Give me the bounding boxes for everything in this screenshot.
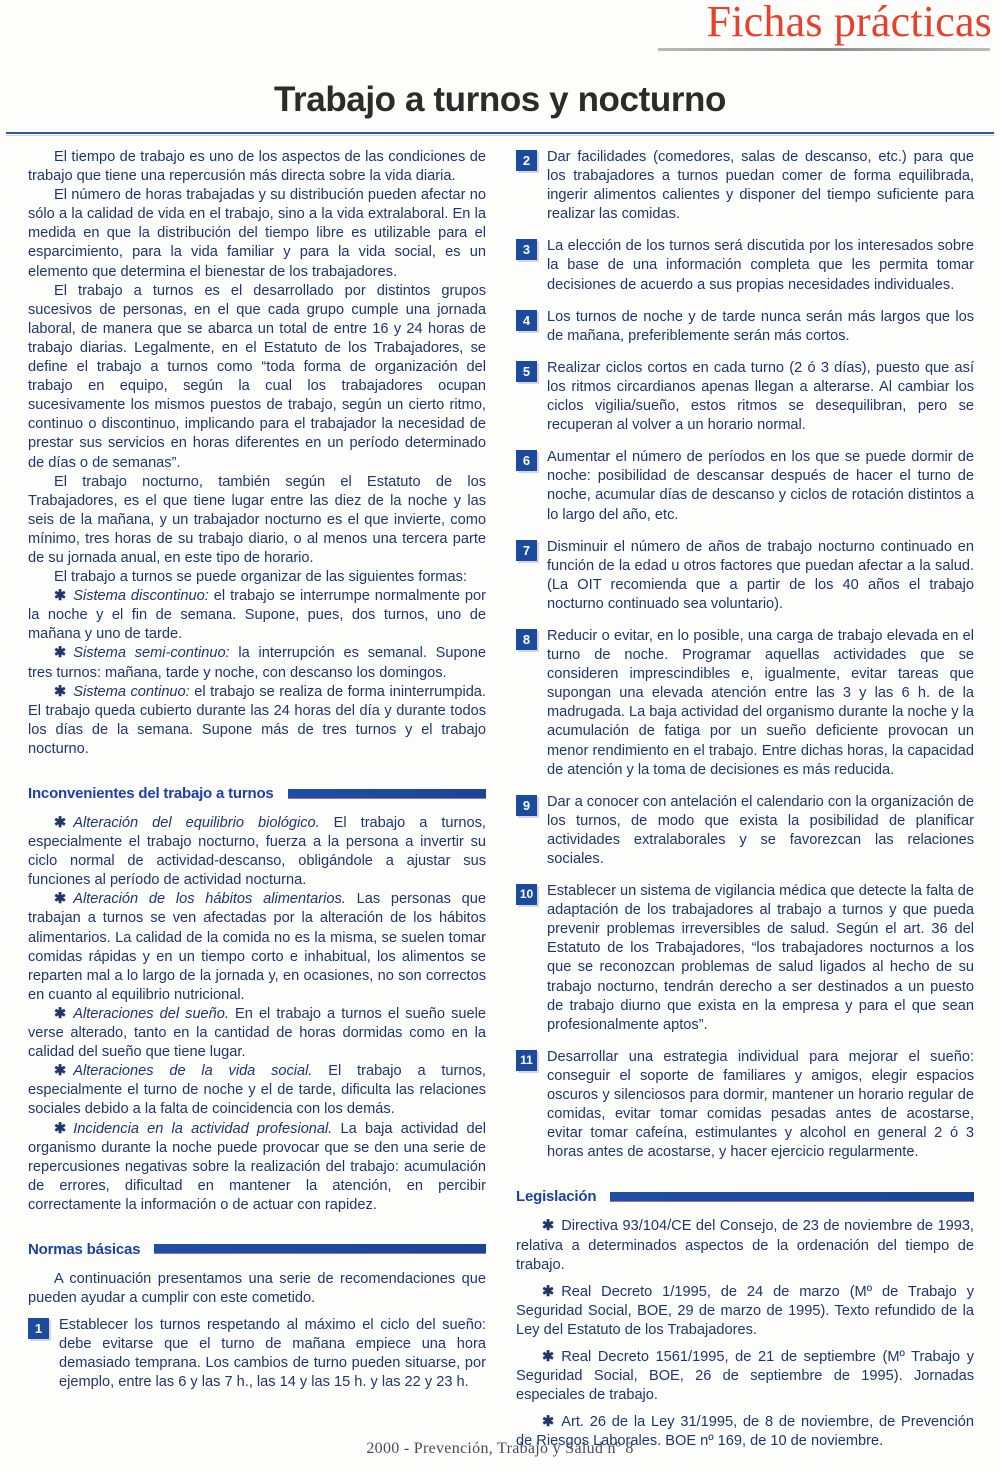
asterisk-icon: ✱	[54, 683, 67, 700]
paragraph: El número de horas trabajadas y su distribución pueden afectar no sólo a la calidad de vida en el trabajo, sino a la vida extralaboral. En la medida en que la distribución del tiempo libre es utilizable para el esparcimiento, para la vida familiar y para la vida social, es un elemento que determina el bienestar de los trabajadores.	[28, 187, 486, 280]
section-heading-bar	[288, 789, 486, 799]
asterisk-icon: ✱	[54, 588, 67, 605]
numbered-item	[28, 1316, 486, 1392]
list-item-text: el trabajo se interrumpe normalmente por la noche y el fin de semana. Supone, pues, dos turnos, uno de mañana y uno de tarde.	[28, 588, 486, 643]
list-item-text: La baja actividad del organismo durante la noche puede provocar que se den una serie de repercusiones negativas sobre la realización del trabajo: acumulación de errores, dificultad en mantener la atención, en percibir correctamente la información o de actuar con rapidez.	[28, 1120, 486, 1213]
page-footer: 2000 - Prevención, Trabajo y Salud nº 8	[366, 1440, 634, 1457]
list-item-term: Alteración de los hábitos alimentarios.	[73, 891, 346, 908]
numbered-item	[516, 448, 974, 524]
title-divider	[6, 132, 994, 134]
numbered-item-text: Desarrollar una estrategia individual para mejorar el sueño: conseguir el soporte de familiares y amigos, elegir espacios oscuros y silenciosos para dormir, mantener un horario regular de comidas, evitar tomar comidas pesadas antes de acostarse, evitar tomar cafeína, estimulantes y alcohol en general 2 ó 3 horas antes de acostarse, y hacer ejercicio regularmente.	[547, 1048, 974, 1161]
item-number-badge: 3	[516, 239, 537, 260]
asterisk-icon: ✱	[542, 1218, 555, 1235]
list-item	[28, 1005, 486, 1062]
list-item-term: Alteraciones de la vida social.	[73, 1063, 313, 1080]
spacer	[28, 1308, 486, 1316]
numbered-item	[516, 308, 974, 346]
item-number-badge: 6	[516, 450, 537, 471]
list-item-text: Real Decreto 1/1995, de 24 de marzo (Mº de Trabajo y Seguridad Social, BOE, 29 de marzo de 1995). Texto refundido de la Ley del Estatuto de los Trabajadores.	[516, 1283, 974, 1338]
section-heading-inconvenientes	[28, 785, 486, 802]
series-title: Fichas prácticas	[706, 0, 992, 46]
section-heading-bar	[610, 1192, 974, 1202]
section-heading-label: Legislación	[516, 1188, 597, 1206]
section-heading-label: Inconvenientes del trabajo a turnos	[28, 785, 274, 802]
list-item-term: Alteración del equilibrio biológico.	[73, 815, 320, 831]
list-item-text: Directiva 93/104/CE del Consejo, de 23 de noviembre de 1993, relativa a determinados aspectos de la ordenación del tiempo de trabajo.	[516, 1218, 974, 1273]
asterisk-icon: ✱	[54, 891, 67, 908]
spacer	[516, 1405, 974, 1413]
list-item	[28, 587, 486, 644]
list-item-term: Sistema semi-continuo:	[73, 645, 230, 662]
paragraph: El trabajo a turnos se puede organizar de las siguientes formas:	[54, 569, 467, 586]
numbered-item-text: Realizar ciclos cortos en cada turno (2 ó 3 días), puesto que así los ritmos circardianos apenas llegan a alterarse. Al cambiar los ciclos vigilia/sueño, estos ritmos se desequilibran, pero se recuperan al volver a un horario normal.	[547, 359, 974, 434]
paragraph: El trabajo nocturno, también según el Estatuto de los Trabajadores, es el que tiene lugar entre las diez de la noche y las seis de la mañana, y un trabajador nocturno es el que invierte, como mínimo, tres horas de su trabajo diario, o al menos una tercera parte de su jornada anual, en este tipo de horario.	[28, 473, 486, 566]
list-item	[516, 1217, 974, 1274]
list-item-term: Alteraciones del sueño.	[73, 1005, 229, 1022]
list-item-text: El trabajo a turnos, especialmente el turno de noche y el de tarde, dificulta las relaciones sociales debido a la falta de coincidencia con los demás.	[28, 1063, 486, 1118]
numbered-item	[516, 538, 974, 614]
list-item	[516, 1348, 974, 1405]
list-item	[516, 1283, 974, 1340]
numbered-item	[516, 882, 974, 1035]
numbered-item	[516, 1048, 974, 1163]
list-item-text: En el trabajo a turnos el sueño suele verse alterado, tanto en la cantidad de horas dormidas como en la calidad del sueño que tiene lugar.	[28, 1005, 486, 1061]
item-number-badge: 1	[28, 1318, 49, 1339]
asterisk-icon: ✱	[542, 1348, 555, 1365]
list-item-text: la interrupción es semanal. Supone tres turnos: mañana, tarde y noche, con descanso los domingos.	[28, 645, 486, 681]
item-number-badge: 5	[516, 361, 537, 382]
numbered-item-text: Disminuir el número de años de trabajo nocturno continuado en función de la edad u otros factores que puedan afectar a la salud. (La OIT recomienda que a partir de los 40 años el trabajo nocturno continuado sea voluntario).	[547, 538, 974, 612]
list-item	[28, 1120, 486, 1215]
item-number-badge: 4	[516, 310, 537, 331]
numbered-item-text: La elección de los turnos será discutida por los interesados sobre la base de una información completa que les permita tomar decisiones de acuerdo a sus propias necesidades individuales.	[547, 238, 974, 293]
spacer	[28, 1262, 486, 1270]
list-item	[28, 814, 486, 890]
numbered-item-text: Dar a conocer con antelación el calendario con la organización de los turnos, de modo que exista la posibilidad de planificar actividades extralaborales y se favorezcan las relaciones sociales.	[547, 793, 974, 867]
list-item-term: Sistema discontinuo:	[73, 588, 209, 605]
item-number-badge: 11	[516, 1050, 537, 1071]
article-columns	[0, 136, 1000, 1451]
list-item-text: El trabajo a turnos, especialmente el trabajo nocturno, fuerza a la persona a invertir su ciclo normal de actividad-descanso, obligándole a ajustar sus funciones al período de actividad nocturna.	[28, 815, 486, 889]
list-item	[28, 644, 486, 682]
numbered-item	[516, 627, 974, 780]
asterisk-icon: ✱	[542, 1414, 555, 1431]
item-number-badge: 7	[516, 540, 537, 561]
numbered-item-text: Establecer los turnos respetando al máximo el ciclo del sueño: debe evitarse que el turno de mañana empiece una hora demasiado temprana. Los cambios de turno pueden situarse, por ejemplo, entre las 6 y las 7 h., las 14 y las 15 h. y las 22 y 23 h.	[59, 1317, 486, 1391]
numbered-item	[516, 359, 974, 435]
left-column	[28, 148, 486, 1451]
asterisk-icon: ✱	[54, 1120, 67, 1137]
spacer	[28, 1215, 486, 1241]
masthead-divider	[658, 48, 990, 51]
page-title: Trabajo a turnos y nocturno	[273, 80, 727, 119]
paragraph: A continuación presentamos una serie de recomendaciones que pueden ayudar a cumplir con este cometido.	[28, 1270, 486, 1307]
asterisk-icon: ✱	[54, 645, 67, 662]
section-heading-label: Normas básicas	[28, 1240, 141, 1258]
item-number-badge: 9	[516, 795, 537, 816]
list-item-text: Las personas que trabajan a turnos se ven afectadas por la alteración de los hábitos alimentarios. La calidad de la comida no es la misma, se suelen tomar comidas rápidas y en un tiempo corto e inhabitual, los alimentos se reparten mal a lo largo de la jornada y, en ocasiones, no son correctos en cuanto al equilibrio nutricional.	[28, 891, 487, 1003]
item-number-badge: 10	[516, 884, 537, 905]
item-number-badge: 8	[516, 629, 537, 650]
list-item-text: el trabajo se realiza de forma ininterrumpida. El trabajo queda cubierto durante las 24 horas del día y durante todos los días de la semana. Supone más de tres turnos y el trabajo nocturno.	[28, 683, 486, 757]
numbered-item	[516, 237, 974, 294]
list-item-term: Incidencia en la actividad profesional.	[73, 1120, 333, 1137]
list-item-text: Art. 26 de la Ley 31/1995, de 8 de noviembre, de Prevención de Riesgos Laborales. BOE nº 169, de 10 de noviembre.	[516, 1414, 974, 1450]
numbered-item-text: Dar facilidades (comedores, salas de descanso, etc.) para que los trabajadores a turnos puedan comer de forma equilibrada, ingerir alimentos calientes y disponer del tiempo suficiente para realizar las comidas.	[547, 149, 974, 223]
spacer	[516, 1162, 974, 1188]
list-item	[28, 683, 486, 759]
list-item-term: Sistema continuo:	[73, 683, 190, 700]
asterisk-icon: ✱	[54, 1063, 67, 1080]
paragraph: El trabajo a turnos es el desarrollado por distintos grupos sucesivos de personas, en el que cada grupo cumple una jornada laboral, de manera que se abarca un total de entre 16 y 24 horas de trabajo diarias. Legalmente, en el Estatuto de los Trabajadores, se define el trabajo a turnos como “toda forma de organización del trabajo en equipo, según la cual los trabajadores ocupan sucesivamente los mismos puestos de trabajo, según un cierto ritmo, continuo o discontinuo, implicando para el trabajador la necesidad de prestar sus servicios en horas diferentes en un período determinado de días o de semanas”.	[28, 282, 486, 471]
spacer	[28, 806, 486, 814]
item-number-badge: 2	[516, 150, 537, 171]
section-heading-bar	[154, 1244, 486, 1254]
section-heading-normas	[28, 1241, 486, 1258]
numbered-item-text: Reducir o evitar, en lo posible, una carga de trabajo elevada en el turno de noche. Programar aquellas actividades que se consideren imprescindibles e, igualmente, evitar tareas que supongan una elevada atención entre las 3 y las 6 h. de la madrugada. La baja actividad del organismo durante la noche y la acumulación de fatiga por un sueño deficiente provocan un menor rendimiento en el trabajo. Entre dichas horas, la capacidad de atención y la toma de decisiones es más reducida.	[547, 627, 974, 778]
masthead	[0, 0, 1000, 62]
asterisk-icon: ✱	[54, 815, 67, 831]
spacer	[28, 759, 486, 785]
right-column	[516, 148, 974, 1451]
asterisk-icon: ✱	[542, 1283, 555, 1300]
list-item-text: Real Decreto 1561/1995, de 21 de septiembre (Mº Trabajo y Seguridad Social, BOE, 26 de septiembre de 1995). Jornadas especiales de trabajo.	[516, 1348, 974, 1404]
spacer	[516, 1275, 974, 1283]
list-item	[28, 890, 486, 1005]
spacer	[516, 1209, 974, 1217]
paragraph: El tiempo de trabajo es uno de los aspectos de las condiciones de trabajo que tiene una repercusión más directa sobre la vida diaria.	[28, 149, 486, 185]
numbered-item-text: Aumentar el número de períodos en los que se puede dormir de noche: posibilidad de descansar después de hacer el turno de noche, acumular días de descanso y ciclos de rotación distintos a lo largo del año, etc.	[547, 449, 974, 523]
list-item	[28, 1062, 486, 1119]
section-heading-legislacion	[516, 1188, 974, 1205]
numbered-item	[516, 148, 974, 224]
numbered-item-text: Los turnos de noche y de tarde nunca serán más largos que los de mañana, preferiblemente serán más cortos.	[547, 308, 974, 344]
numbered-item	[516, 793, 974, 869]
spacer	[516, 1340, 974, 1348]
asterisk-icon: ✱	[54, 1005, 67, 1022]
numbered-item-text: Establecer un sistema de vigilancia médica que detecte la falta de adaptación de los trabajadores al trabajo a turnos y que pueda prevenir problemas irreversibles de salud. Según el art. 36 del Estatuto de los Trabajadores, “los trabajadores nocturnos a los que se reconozcan problemas de salud ligados al hecho de su trabajo nocturno, tendrán derecho a ser destinados a un puesto de trabajo diurno que exista en la empresa y para el que sean profesionalmente aptos”.	[547, 883, 974, 1033]
